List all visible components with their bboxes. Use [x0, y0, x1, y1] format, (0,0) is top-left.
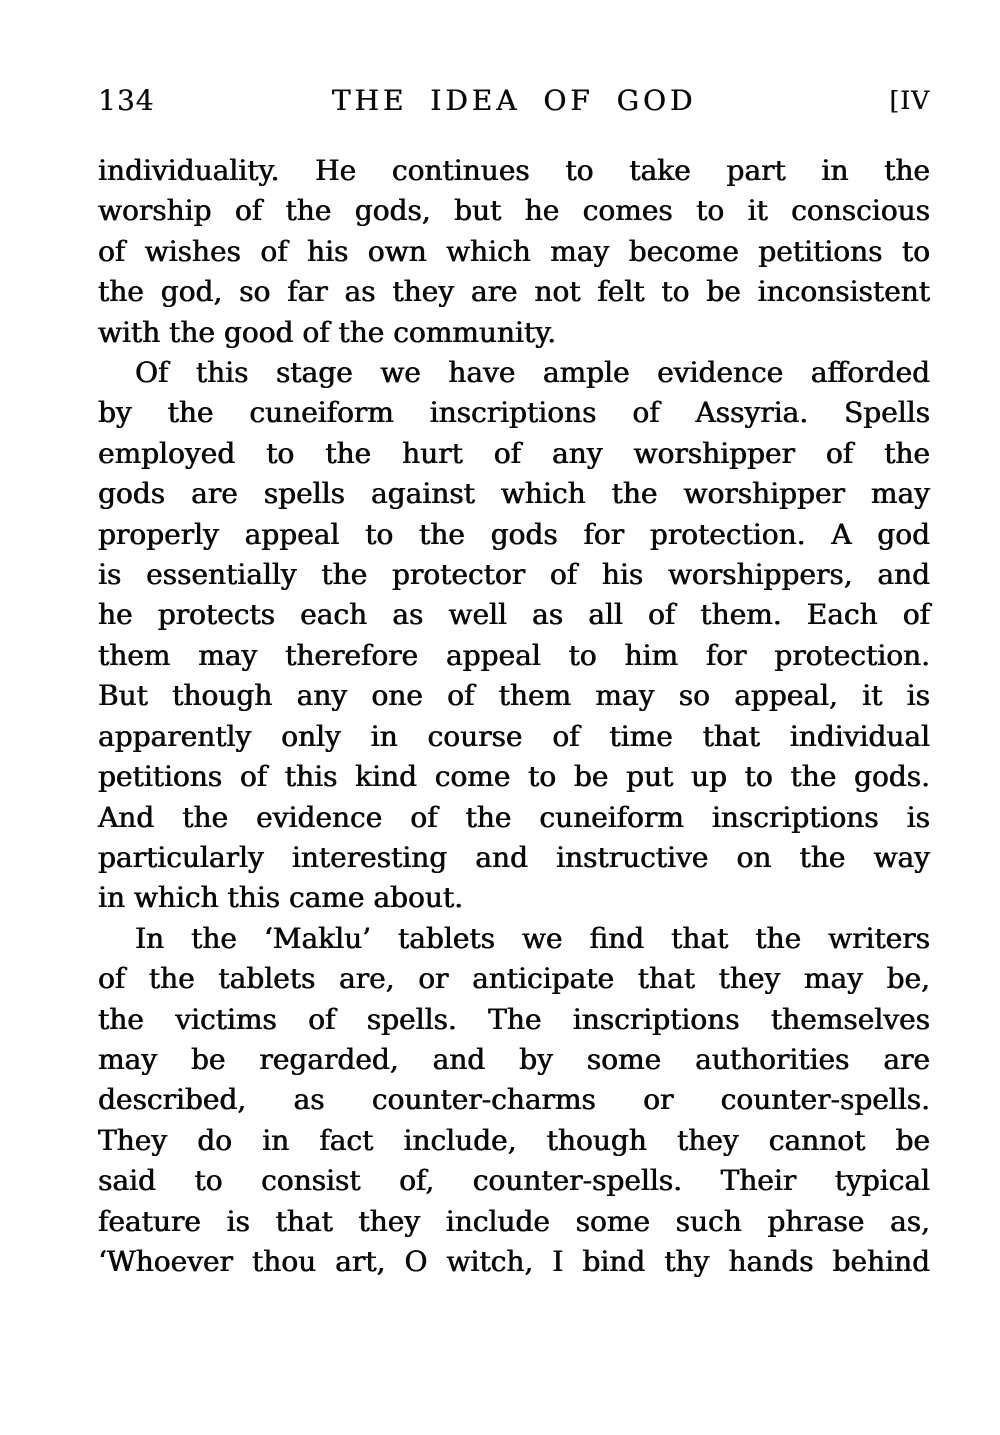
- text-line: Of this stage we have ample evidence afforded: [135, 356, 930, 390]
- text-line: worship of the gods, but he comes to it conscious: [98, 194, 930, 228]
- page-body: [98, 151, 930, 1282]
- text-line: of wishes of his own which may become petitions to: [98, 234, 930, 268]
- text-line: particularly interesting and instructive on the way: [98, 840, 930, 874]
- running-title: THE IDEA OF GOD: [331, 84, 697, 117]
- text-line: may be regarded, and by some authorities are: [98, 1042, 930, 1076]
- text-line: In the ‘Maklu’ tablets we find that the writers: [135, 921, 930, 955]
- text-line: he protects each as well as all of them. Each of: [98, 598, 930, 632]
- text-line: said to consist of, counter-spells. Their typical: [98, 1164, 930, 1198]
- text-line: in which this came about.: [98, 881, 464, 915]
- chapter-marker: [IV: [889, 86, 930, 115]
- text-line: They do in fact include, though they cannot be: [98, 1123, 930, 1157]
- page-header: [98, 82, 930, 118]
- text-line: the victims of spells. The inscriptions themselves: [98, 1002, 930, 1036]
- text-line: is essentially the protector of his worshippers, and: [98, 558, 930, 592]
- text-line: properly appeal to the gods for protection. A god: [98, 517, 930, 551]
- text-line: And the evidence of the cuneiform inscriptions is: [98, 800, 930, 834]
- text-line: described, as counter-charms or counter-spells.: [98, 1083, 930, 1117]
- text-line: employed to the hurt of any worshipper of the: [98, 436, 930, 470]
- text-line: the god, so far as they are not felt to be inconsistent: [98, 275, 930, 309]
- text-line: ‘Whoever thou art, O witch, I bind thy hands behind: [98, 1244, 930, 1278]
- text-line: petitions of this kind come to be put up to the gods.: [98, 760, 930, 794]
- text-line: feature is that they include some such phrase as,: [98, 1204, 930, 1238]
- text-line: apparently only in course of time that individual: [98, 719, 930, 753]
- text-line: them may therefore appeal to him for protection.: [98, 638, 930, 672]
- text-line: of the tablets are, or anticipate that they may be,: [98, 962, 930, 996]
- text-line: individuality. He continues to take part in the: [98, 154, 930, 187]
- text-line: But though any one of them may so appeal, it is: [98, 679, 930, 713]
- text-line: gods are spells against which the worshipper may: [98, 477, 930, 511]
- page-number: 134: [98, 84, 155, 117]
- text-line: by the cuneiform inscriptions of Assyria. Spells: [98, 396, 930, 430]
- text-line: with the good of the community.: [98, 315, 557, 349]
